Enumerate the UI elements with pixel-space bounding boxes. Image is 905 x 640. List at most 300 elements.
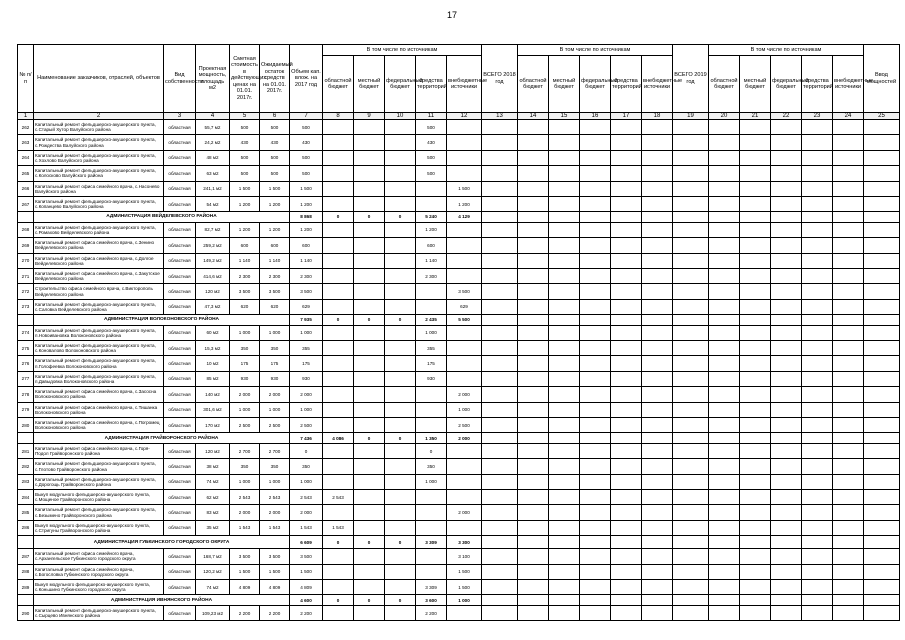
local-cell bbox=[354, 356, 385, 371]
empty-cell bbox=[833, 253, 864, 268]
section-title: АДМИНИСТРАЦИЯ ИВНЯНСКОГО РАЙОНА bbox=[34, 595, 290, 606]
empty-cell bbox=[771, 433, 802, 444]
table-row bbox=[18, 299, 900, 314]
empty-cell bbox=[673, 135, 709, 150]
empty-cell bbox=[642, 238, 673, 253]
column-number: 23 bbox=[802, 113, 833, 120]
table-row bbox=[18, 325, 900, 340]
ownership-cell: областная bbox=[164, 222, 196, 237]
empty-cell bbox=[740, 325, 771, 340]
remaining-cell: 500 bbox=[260, 166, 290, 181]
empty-cell bbox=[709, 564, 740, 579]
empty-cell bbox=[642, 253, 673, 268]
territory-cell bbox=[416, 402, 447, 417]
extrabudget-cell: 2 000 bbox=[447, 433, 482, 444]
empty-cell bbox=[518, 418, 549, 433]
remaining-cell: 500 bbox=[260, 120, 290, 135]
empty-cell bbox=[642, 150, 673, 165]
empty-cell bbox=[580, 212, 611, 223]
local-cell bbox=[354, 269, 385, 284]
empty-cell bbox=[709, 150, 740, 165]
volume-cell: 355 bbox=[290, 341, 323, 356]
empty-cell bbox=[709, 299, 740, 314]
row-number: 277 bbox=[18, 371, 34, 386]
empty-cell bbox=[864, 253, 900, 268]
estimated-cost-cell: 350 bbox=[230, 459, 260, 474]
row-number: 289 bbox=[18, 580, 34, 595]
capacity-cell: 54 м2 bbox=[196, 196, 230, 211]
empty-cell bbox=[642, 536, 673, 549]
volume-cell: 930 bbox=[290, 371, 323, 386]
empty-cell bbox=[771, 520, 802, 535]
empty-cell bbox=[482, 402, 518, 417]
empty-cell bbox=[833, 120, 864, 135]
empty-cell bbox=[864, 166, 900, 181]
table-row bbox=[18, 402, 900, 417]
federal-cell: 0 bbox=[385, 315, 416, 326]
local-cell bbox=[354, 299, 385, 314]
volume-cell: 1 200 bbox=[290, 196, 323, 211]
estimated-cost-cell: 4 809 bbox=[230, 580, 260, 595]
empty-cell bbox=[673, 605, 709, 620]
section-row bbox=[18, 595, 900, 606]
estimated-cost-cell: 930 bbox=[230, 371, 260, 386]
empty-cell bbox=[740, 150, 771, 165]
empty-cell bbox=[740, 605, 771, 620]
table-row bbox=[18, 253, 900, 268]
remaining-cell: 1 543 bbox=[260, 520, 290, 535]
estimated-cost-cell: 1 000 bbox=[230, 402, 260, 417]
federal-cell bbox=[385, 402, 416, 417]
remaining-cell: 930 bbox=[260, 371, 290, 386]
empty-cell bbox=[518, 474, 549, 489]
volume-cell: 500 bbox=[290, 120, 323, 135]
empty-cell bbox=[709, 269, 740, 284]
empty-cell bbox=[709, 387, 740, 402]
empty-cell bbox=[518, 325, 549, 340]
empty-cell bbox=[802, 150, 833, 165]
empty-cell bbox=[833, 238, 864, 253]
column-number: 10 bbox=[385, 113, 416, 120]
territory-cell: 500 bbox=[416, 150, 447, 165]
empty-cell bbox=[549, 150, 580, 165]
regional-cell bbox=[323, 196, 354, 211]
regional-cell bbox=[323, 120, 354, 135]
empty-cell bbox=[549, 299, 580, 314]
empty-cell bbox=[482, 505, 518, 520]
capacity-cell: 120,2 м2 bbox=[196, 564, 230, 579]
extrabudget-cell: 4 129 bbox=[447, 212, 482, 223]
empty-cell bbox=[611, 459, 642, 474]
column-number: 18 bbox=[642, 113, 673, 120]
empty-cell bbox=[611, 402, 642, 417]
empty-cell bbox=[771, 418, 802, 433]
object-name: Капитальный ремонт фельдшерско-акушерского пункта, с.Саловка Вейделевского района bbox=[34, 299, 164, 314]
empty-cell bbox=[740, 135, 771, 150]
regional-cell: 0 bbox=[323, 595, 354, 606]
estimated-cost-cell: 2 200 bbox=[230, 605, 260, 620]
empty-cell bbox=[611, 605, 642, 620]
empty-cell bbox=[709, 536, 740, 549]
empty-cell bbox=[549, 371, 580, 386]
empty-cell bbox=[771, 356, 802, 371]
estimated-cost-cell: 1 200 bbox=[230, 222, 260, 237]
remaining-cell: 350 bbox=[260, 341, 290, 356]
object-name: Капитальный ремонт фельдшерско-акушерского пункта, с.Безымено Грайворонского района bbox=[34, 505, 164, 520]
empty-cell bbox=[611, 356, 642, 371]
empty-cell bbox=[518, 238, 549, 253]
empty-cell bbox=[580, 387, 611, 402]
federal-cell bbox=[385, 605, 416, 620]
empty-cell bbox=[549, 284, 580, 299]
empty-cell bbox=[673, 120, 709, 135]
object-name: Выкуп модульного фельдшерско-акушерского пункта, с.Стригуны Грайворонского района bbox=[34, 520, 164, 535]
federal-cell bbox=[385, 150, 416, 165]
empty-cell bbox=[482, 490, 518, 505]
ownership-cell: областная bbox=[164, 564, 196, 579]
empty-cell bbox=[518, 505, 549, 520]
empty-cell bbox=[642, 459, 673, 474]
empty-cell bbox=[611, 549, 642, 564]
empty-cell bbox=[518, 284, 549, 299]
empty-cell bbox=[864, 196, 900, 211]
empty-cell bbox=[864, 135, 900, 150]
local-cell bbox=[354, 387, 385, 402]
remaining-cell: 1 000 bbox=[260, 402, 290, 417]
empty-cell bbox=[611, 212, 642, 223]
empty-cell bbox=[673, 150, 709, 165]
empty-cell bbox=[549, 387, 580, 402]
empty-cell bbox=[611, 341, 642, 356]
empty-cell bbox=[611, 443, 642, 458]
empty-cell bbox=[518, 269, 549, 284]
empty-cell bbox=[771, 564, 802, 579]
column-number: 17 bbox=[611, 113, 642, 120]
empty-cell bbox=[673, 520, 709, 535]
extrabudget-cell bbox=[447, 135, 482, 150]
territory-cell bbox=[416, 490, 447, 505]
extrabudget-cell bbox=[447, 490, 482, 505]
ownership-cell: областная bbox=[164, 341, 196, 356]
object-name: Капитальный ремонт фельдшерско-акушерского пункта, п.Голофеевка Волоконовского района bbox=[34, 356, 164, 371]
extrabudget-cell bbox=[447, 150, 482, 165]
empty-cell bbox=[580, 595, 611, 606]
empty-cell bbox=[642, 356, 673, 371]
empty-cell bbox=[771, 371, 802, 386]
table-row bbox=[18, 150, 900, 165]
estimated-cost-cell: 500 bbox=[230, 150, 260, 165]
empty-cell bbox=[642, 549, 673, 564]
empty-cell bbox=[611, 196, 642, 211]
empty-cell bbox=[864, 605, 900, 620]
empty-cell bbox=[580, 299, 611, 314]
empty-cell bbox=[611, 387, 642, 402]
empty-cell bbox=[833, 418, 864, 433]
empty-cell bbox=[709, 341, 740, 356]
col-group-sources-2018: В том числе по источникам bbox=[518, 45, 673, 56]
extrabudget-cell: 1 500 bbox=[447, 181, 482, 196]
territory-cell: 430 bbox=[416, 135, 447, 150]
empty-cell bbox=[482, 150, 518, 165]
empty-cell bbox=[549, 595, 580, 606]
territory-cell bbox=[416, 387, 447, 402]
object-name: Капитальный ремонт фельдшерско-акушерского пункта, с.Сырцево Ивнянского района bbox=[34, 605, 164, 620]
empty-cell bbox=[482, 459, 518, 474]
empty-cell bbox=[833, 325, 864, 340]
table-row bbox=[18, 341, 900, 356]
empty-cell bbox=[518, 443, 549, 458]
row-number: 272 bbox=[18, 284, 34, 299]
empty-cell bbox=[673, 269, 709, 284]
empty-cell bbox=[771, 387, 802, 402]
empty-cell bbox=[833, 341, 864, 356]
table-row bbox=[18, 120, 900, 135]
empty-cell bbox=[580, 564, 611, 579]
empty-cell bbox=[864, 238, 900, 253]
federal-cell bbox=[385, 166, 416, 181]
empty-cell bbox=[771, 120, 802, 135]
empty-cell bbox=[771, 150, 802, 165]
object-name: Капитальный ремонт фельдшерско-акушерского пункта, с.Коновалово Волоконовского района bbox=[34, 341, 164, 356]
empty-cell bbox=[833, 222, 864, 237]
territory-cell: 600 bbox=[416, 238, 447, 253]
empty-cell bbox=[673, 212, 709, 223]
empty-cell bbox=[740, 520, 771, 535]
col-header-territory-2018: средства территорий bbox=[611, 56, 642, 113]
empty-cell bbox=[709, 315, 740, 326]
table-row bbox=[18, 284, 900, 299]
local-cell: 0 bbox=[354, 536, 385, 549]
empty-cell bbox=[549, 490, 580, 505]
column-number: 11 bbox=[416, 113, 447, 120]
empty-cell bbox=[833, 356, 864, 371]
federal-cell: 0 bbox=[385, 536, 416, 549]
local-cell bbox=[354, 402, 385, 417]
federal-cell bbox=[385, 459, 416, 474]
regional-cell: 0 bbox=[323, 536, 354, 549]
empty-cell bbox=[771, 490, 802, 505]
federal-cell bbox=[385, 269, 416, 284]
empty-cell bbox=[802, 520, 833, 535]
empty-cell bbox=[673, 418, 709, 433]
object-name: Капитальный ремонт офиса семейного врача, с.Архангельское Губкинского городского округа bbox=[34, 549, 164, 564]
empty-cell bbox=[611, 315, 642, 326]
territory-cell: 1 140 bbox=[416, 253, 447, 268]
regional-cell bbox=[323, 402, 354, 417]
empty-cell bbox=[771, 595, 802, 606]
table-row bbox=[18, 222, 900, 237]
empty-cell bbox=[482, 580, 518, 595]
empty-cell bbox=[709, 222, 740, 237]
extrabudget-cell bbox=[447, 341, 482, 356]
territory-cell: 350 bbox=[416, 459, 447, 474]
capacity-cell: 85 м2 bbox=[196, 371, 230, 386]
empty-cell bbox=[549, 564, 580, 579]
estimated-cost-cell: 2 543 bbox=[230, 490, 260, 505]
capacity-cell: 149,2 м2 bbox=[196, 253, 230, 268]
volume-cell: 430 bbox=[290, 135, 323, 150]
extrabudget-cell bbox=[447, 269, 482, 284]
empty-cell bbox=[518, 253, 549, 268]
estimated-cost-cell: 1 500 bbox=[230, 181, 260, 196]
volume-cell: 3 500 bbox=[290, 549, 323, 564]
regional-cell bbox=[323, 325, 354, 340]
column-number: 4 bbox=[196, 113, 230, 120]
regional-cell bbox=[323, 580, 354, 595]
regional-cell: 4 086 bbox=[323, 433, 354, 444]
empty-cell bbox=[802, 443, 833, 458]
empty-cell bbox=[611, 253, 642, 268]
empty-cell bbox=[771, 402, 802, 417]
extrabudget-cell bbox=[447, 253, 482, 268]
empty-cell bbox=[642, 387, 673, 402]
empty-cell bbox=[673, 196, 709, 211]
empty-cell bbox=[611, 536, 642, 549]
empty-cell bbox=[833, 564, 864, 579]
empty-cell bbox=[709, 459, 740, 474]
regional-cell bbox=[323, 299, 354, 314]
empty-cell bbox=[740, 580, 771, 595]
empty-cell bbox=[642, 402, 673, 417]
empty-cell bbox=[673, 433, 709, 444]
empty-cell bbox=[833, 490, 864, 505]
empty-cell bbox=[709, 166, 740, 181]
empty-cell bbox=[864, 371, 900, 386]
capacity-cell: 241,1 м2 bbox=[196, 181, 230, 196]
empty-cell bbox=[673, 222, 709, 237]
federal-cell bbox=[385, 135, 416, 150]
regional-cell bbox=[323, 150, 354, 165]
section-row bbox=[18, 212, 900, 223]
empty-cell bbox=[833, 284, 864, 299]
local-cell bbox=[354, 341, 385, 356]
empty-cell bbox=[642, 595, 673, 606]
territory-cell: 5 240 bbox=[416, 212, 447, 223]
empty-cell bbox=[833, 536, 864, 549]
empty-cell bbox=[482, 536, 518, 549]
federal-cell bbox=[385, 580, 416, 595]
object-name: Капитальный ремонт фельдшерско-акушерского пункта, п.Давыдовка Волоконовского района bbox=[34, 371, 164, 386]
empty-cell bbox=[580, 315, 611, 326]
empty-cell bbox=[611, 325, 642, 340]
remaining-cell: 2 000 bbox=[260, 387, 290, 402]
empty-cell bbox=[580, 222, 611, 237]
table-row bbox=[18, 605, 900, 620]
empty-cell bbox=[482, 284, 518, 299]
empty-cell bbox=[518, 212, 549, 223]
empty-cell bbox=[833, 166, 864, 181]
row-number: 276 bbox=[18, 356, 34, 371]
empty-cell bbox=[864, 181, 900, 196]
empty-cell bbox=[709, 490, 740, 505]
empty-cell bbox=[518, 120, 549, 135]
empty-cell bbox=[802, 605, 833, 620]
empty-cell bbox=[549, 418, 580, 433]
federal-cell bbox=[385, 490, 416, 505]
empty-cell bbox=[673, 284, 709, 299]
empty-cell bbox=[709, 371, 740, 386]
object-name: Капитальный ремонт фельдшерско-акушерского пункта, с.Колосково Валуйского района bbox=[34, 166, 164, 181]
empty-cell bbox=[740, 166, 771, 181]
capacity-cell: 47,3 м2 bbox=[196, 299, 230, 314]
regional-cell bbox=[323, 284, 354, 299]
empty-cell bbox=[771, 580, 802, 595]
regional-cell bbox=[323, 505, 354, 520]
empty-cell bbox=[482, 325, 518, 340]
federal-cell bbox=[385, 299, 416, 314]
empty-cell bbox=[864, 402, 900, 417]
empty-cell bbox=[580, 135, 611, 150]
empty-cell bbox=[771, 605, 802, 620]
local-cell bbox=[354, 443, 385, 458]
empty-cell bbox=[833, 387, 864, 402]
empty-cell bbox=[611, 490, 642, 505]
capacity-cell: 55,7 м2 bbox=[196, 120, 230, 135]
local-cell bbox=[354, 580, 385, 595]
table-row bbox=[18, 580, 900, 595]
empty-cell bbox=[580, 505, 611, 520]
ownership-cell: областная bbox=[164, 505, 196, 520]
empty-cell bbox=[709, 443, 740, 458]
empty-cell bbox=[580, 605, 611, 620]
territory-cell: 1 200 bbox=[416, 222, 447, 237]
empty-cell bbox=[518, 520, 549, 535]
empty-cell bbox=[864, 549, 900, 564]
object-name: Выкуп модульного фельдшерско-акушерского пункта, с.Коньшино Губкинского городского округа bbox=[34, 580, 164, 595]
federal-cell bbox=[385, 356, 416, 371]
empty-cell bbox=[833, 605, 864, 620]
row-number: 264 bbox=[18, 150, 34, 165]
empty-cell bbox=[642, 315, 673, 326]
table-row bbox=[18, 135, 900, 150]
empty-cell bbox=[518, 564, 549, 579]
ownership-cell: областная bbox=[164, 356, 196, 371]
extrabudget-cell: 2 000 bbox=[447, 387, 482, 402]
empty-cell bbox=[549, 341, 580, 356]
empty-cell bbox=[802, 459, 833, 474]
table-row bbox=[18, 459, 900, 474]
capacity-cell: 259,2 м2 bbox=[196, 238, 230, 253]
regional-cell bbox=[323, 166, 354, 181]
capacity-cell: 38 м2 bbox=[196, 459, 230, 474]
table-row bbox=[18, 505, 900, 520]
empty-cell bbox=[642, 433, 673, 444]
remaining-cell: 2 500 bbox=[260, 418, 290, 433]
empty-cell bbox=[549, 315, 580, 326]
regional-cell bbox=[323, 238, 354, 253]
estimated-cost-cell: 600 bbox=[230, 238, 260, 253]
row-number: 266 bbox=[18, 181, 34, 196]
estimated-cost-cell: 1 200 bbox=[230, 196, 260, 211]
empty-cell bbox=[771, 222, 802, 237]
empty-cell bbox=[549, 549, 580, 564]
empty-cell bbox=[642, 196, 673, 211]
local-cell bbox=[354, 284, 385, 299]
empty-cell bbox=[771, 325, 802, 340]
territory-cell bbox=[416, 299, 447, 314]
empty-cell bbox=[673, 490, 709, 505]
empty-cell bbox=[18, 536, 34, 549]
row-number: 270 bbox=[18, 253, 34, 268]
row-number: 273 bbox=[18, 299, 34, 314]
empty-cell bbox=[549, 474, 580, 489]
col-header-ownership: Вид собственности bbox=[164, 45, 196, 113]
regional-cell bbox=[323, 135, 354, 150]
column-number: 8 bbox=[323, 113, 354, 120]
object-name: Выкуп модульного фельдшерско-акушерского пункта, с.Мощеное Грайворонского района bbox=[34, 490, 164, 505]
empty-cell bbox=[611, 238, 642, 253]
row-number: 267 bbox=[18, 196, 34, 211]
